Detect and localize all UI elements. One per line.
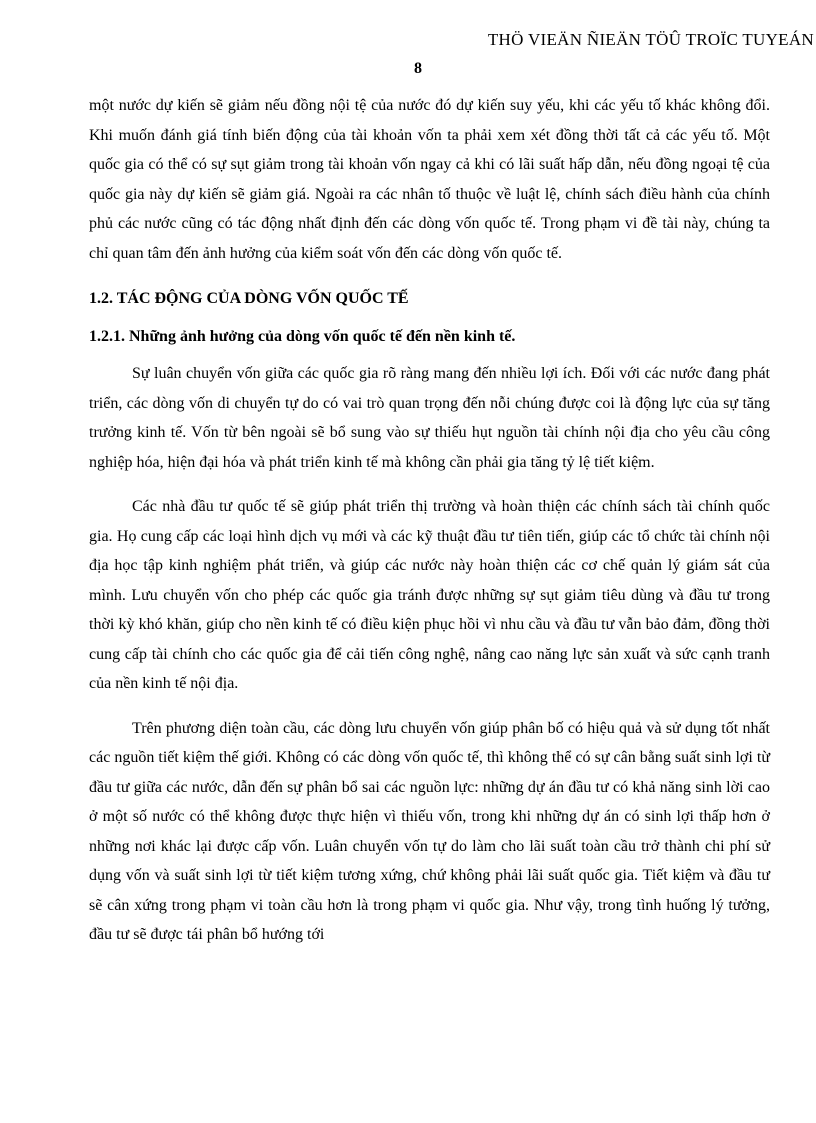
document-body <box>89 91 770 950</box>
paragraph-benefits: Sự luân chuyển vốn giữa các quốc gia rõ ràng mang đến nhiều lợi ích. Đối với các nước đang phát triển, các dòng vốn di chuyển tự do có vai trò quan trọng đến nỗi chúng được coi là động lực của sự tăng trưởng kinh tế. Vốn từ bên ngoài sẽ bổ sung vào sự thiếu hụt nguồn tài chính nội địa cho yêu cầu công nghiệp hóa, hiện đại hóa và phát triển kinh tế mà không cần phải gia tăng tỷ lệ tiết kiệm. <box>89 365 770 471</box>
section-heading: 1.2. TÁC ĐỘNG CỦA DÒNG VỐN QUỐC TẾ <box>89 290 409 307</box>
paragraph-investors: Các nhà đầu tư quốc tế sẽ giúp phát triển thị trường và hoàn thiện các chính sách tài chính quốc gia. Họ cung cấp các loại hình dịch vụ mới và các kỹ thuật đầu tư tiên tiến, giúp các tổ chức tài chính nội địa học tập kinh nghiệm phát triển, và giúp các nước này hoàn thiện các cơ chế quản lý giám sát của mình. Lưu chuyển vốn cho phép các quốc gia tránh được những sự sụt giảm tiêu dùng và đầu tư trong thời kỳ khó khăn, giúp cho nền kinh tế có điều kiện phục hồi vì nhu cầu và đầu tư vẫn bảo đảm, đồng thời cung cấp tài chính cho các quốc gia để cải tiến công nghệ, nâng cao năng lực sản xuất và sức cạnh tranh của nền kinh tế nội địa. <box>89 498 770 692</box>
header-site-title: THÖ VIEÄN ÑIEÄN TÖÛ TROÏC TUYEÁN <box>487 30 814 49</box>
paragraph-global: Trên phương diện toàn cầu, các dòng lưu chuyển vốn giúp phân bố có hiệu quả và sử dụng tốt nhất các nguồn tiết kiệm thế giới. Không có các dòng vốn quốc tế, thì không thể có sự cân bằng suất sinh lợi từ đầu tư giữa các nước, dẫn đến sự phân bổ sai các nguồn lực: những dự án đầu tư có khả năng sinh lời cao ở một số nước có thể không được thực hiện vì thiếu vốn, trong khi những dự án có sinh lợi thấp hơn ở những nơi khác lại được cấp vốn. Luân chuyển vốn tự do làm cho lãi suất toàn cầu trở thành chi phí sử dụng vốn và suất sinh lợi từ tiết kiệm tương xứng, chứ không phải lãi suất quốc gia. Tiết kiệm và đầu tư sẽ cân xứng trong phạm vi toàn cầu hơn là trong phạm vi quốc gia. Như vậy, trong tình huống lý tưởng, đầu tư sẽ được tái phân bổ hướng tới <box>89 719 770 943</box>
page-number: 8 <box>414 60 422 77</box>
subsection-heading: 1.2.1. Những ảnh hưởng của dòng vốn quốc tế đến nền kinh tế. <box>89 327 516 345</box>
paragraph-intro: một nước dự kiến sẽ giảm nếu đồng nội tệ của nước đó dự kiến suy yếu, khi các yếu tố khác không đổi. Khi muốn đánh giá tính biến động của tài khoản vốn ta phải xem xét đồng thời tất cả các yếu tố. Một quốc gia có thể có sự sụt giảm trong tài khoản vốn ngay cả khi có lãi suất hấp dẫn, nếu đồng ngoại tệ của quốc gia này dự kiến sẽ giảm giá. Ngoài ra các nhân tố thuộc về luật lệ, chính sách điều hành của chính phủ các nước cũng có tác động nhất định đến các dòng vốn quốc tế. Trong phạm vi đề tài này, chúng ta chỉ quan tâm đến ảnh hưởng của kiểm soát vốn đến các dòng vốn quốc tế. <box>89 97 770 262</box>
